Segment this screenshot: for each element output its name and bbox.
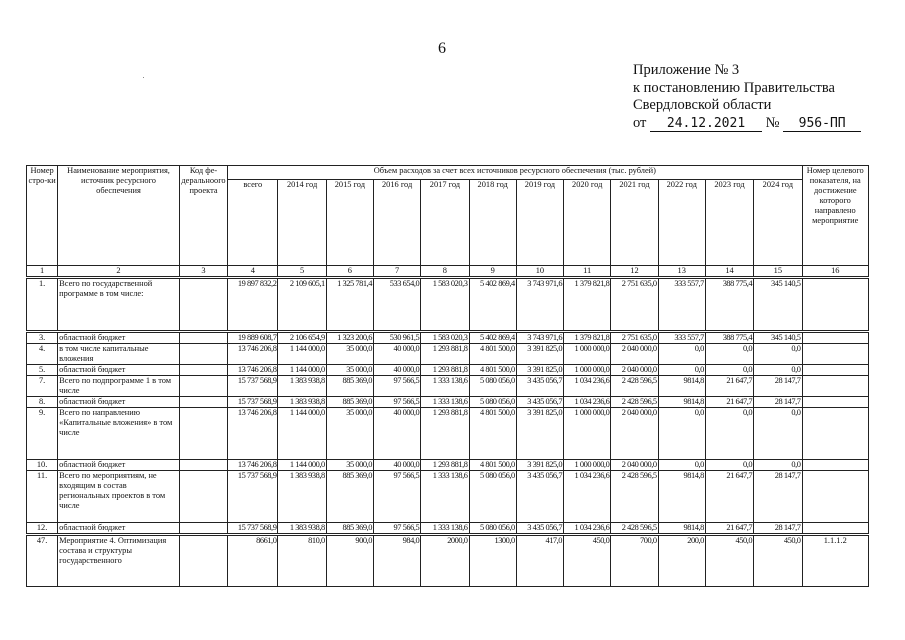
row-value: 97 566,5 xyxy=(373,376,420,397)
row-value: 15 737 568,9 xyxy=(228,471,278,523)
row-value: 333 557,7 xyxy=(658,332,705,344)
row-value: 13 746 206,8 xyxy=(228,344,278,365)
row-value: 450,0 xyxy=(754,535,802,587)
row-value: 2 040 000,0 xyxy=(611,344,658,365)
resolution-date: 24.12.2021 xyxy=(650,117,762,132)
row-value: 2 040 000,0 xyxy=(611,460,658,471)
row-value: 0,0 xyxy=(705,408,753,460)
row-value: 900,0 xyxy=(326,535,373,587)
row-value: 810,0 xyxy=(278,535,326,587)
header-name: Наименование мероприятия, источник ресурсного обеспечения xyxy=(58,166,180,266)
row-value: 1 583 020,3 xyxy=(421,278,469,332)
row-value: 0,0 xyxy=(754,408,802,460)
row-value: 28 147,7 xyxy=(754,376,802,397)
row-value: 2 428 596,5 xyxy=(611,471,658,523)
row-target-indicator xyxy=(802,460,869,471)
row-value: 1 379 821,8 xyxy=(564,278,611,332)
row-value: 40 000,0 xyxy=(373,460,420,471)
header-year: 2020 год xyxy=(564,180,611,266)
from-label: от xyxy=(633,114,647,131)
row-value: 5 402 869,4 xyxy=(469,278,516,332)
row-value: 4 801 500,0 xyxy=(469,408,516,460)
row-target-indicator xyxy=(802,523,869,535)
row-value: 21 647,7 xyxy=(705,376,753,397)
appendix-region-line: Свердловской области xyxy=(633,97,772,113)
row-value: 4 801 500,0 xyxy=(469,365,516,376)
row-target-indicator xyxy=(802,365,869,376)
row-value: 4 801 500,0 xyxy=(469,344,516,365)
row-target-indicator xyxy=(802,376,869,397)
row-federal-code xyxy=(179,397,227,408)
row-name: Всего по подпрограмме 1 в том числе xyxy=(58,376,180,397)
row-value: 0,0 xyxy=(658,408,705,460)
row-value: 1 000 000,0 xyxy=(564,408,611,460)
column-number: 7 xyxy=(373,266,420,278)
row-value: 5 080 056,0 xyxy=(469,523,516,535)
row-name: областной бюджет xyxy=(58,460,180,471)
column-number: 14 xyxy=(705,266,753,278)
row-target-indicator xyxy=(802,332,869,344)
header-year: 2017 год xyxy=(421,180,469,266)
row-value: 200,0 xyxy=(658,535,705,587)
row-value: 1 144 000,0 xyxy=(278,460,326,471)
table-row xyxy=(27,535,869,587)
row-value: 2 106 654,9 xyxy=(278,332,326,344)
row-value: 28 147,7 xyxy=(754,397,802,408)
row-value: 3 435 056,7 xyxy=(516,376,563,397)
row-value: 35 000,0 xyxy=(326,408,373,460)
column-number: 9 xyxy=(469,266,516,278)
row-name: в том числе капитальные вложения xyxy=(58,344,180,365)
row-value: 35 000,0 xyxy=(326,365,373,376)
column-number: 3 xyxy=(179,266,227,278)
row-value: 450,0 xyxy=(564,535,611,587)
row-value: 2000,0 xyxy=(421,535,469,587)
row-value: 2 428 596,5 xyxy=(611,376,658,397)
row-value: 1 333 138,6 xyxy=(421,523,469,535)
row-value: 2 040 000,0 xyxy=(611,408,658,460)
column-number: 1 xyxy=(27,266,58,278)
row-name: Всего по направлению «Капитальные вложения» в том числе xyxy=(58,408,180,460)
row-target-indicator: 1.1.1.2 xyxy=(802,535,869,587)
row-value: 1 000 000,0 xyxy=(564,344,611,365)
row-number: 9. xyxy=(27,408,58,460)
resolution-number: 956-ПП xyxy=(783,117,861,132)
row-value: 2 428 596,5 xyxy=(611,397,658,408)
row-value: 1 333 138,6 xyxy=(421,471,469,523)
row-value: 1 323 200,6 xyxy=(326,332,373,344)
row-value: 1 034 236,6 xyxy=(564,397,611,408)
row-value: 1 383 938,8 xyxy=(278,376,326,397)
row-value: 3 435 056,7 xyxy=(516,471,563,523)
row-value: 19 889 608,7 xyxy=(228,332,278,344)
column-number-row xyxy=(27,266,869,278)
row-value: 5 080 056,0 xyxy=(469,471,516,523)
row-value: 35 000,0 xyxy=(326,344,373,365)
row-value: 3 391 825,0 xyxy=(516,344,563,365)
row-number: 12. xyxy=(27,523,58,535)
row-value: 3 435 056,7 xyxy=(516,523,563,535)
row-value: 1 000 000,0 xyxy=(564,460,611,471)
row-target-indicator xyxy=(802,397,869,408)
row-value: 1 383 938,8 xyxy=(278,471,326,523)
row-value: 19 897 832,2 xyxy=(228,278,278,332)
row-value: 0,0 xyxy=(705,460,753,471)
row-value: 1 293 881,8 xyxy=(421,460,469,471)
table-row xyxy=(27,397,869,408)
row-number: 7. xyxy=(27,376,58,397)
row-federal-code xyxy=(179,365,227,376)
appendix-header xyxy=(633,62,861,132)
appendix-title: Приложение № 3 xyxy=(633,62,740,78)
row-value: 2 428 596,5 xyxy=(611,523,658,535)
row-value: 2 109 605,1 xyxy=(278,278,326,332)
row-value: 1 383 938,8 xyxy=(278,397,326,408)
table-row xyxy=(27,523,869,535)
column-number: 6 xyxy=(326,266,373,278)
row-value: 1 034 236,6 xyxy=(564,523,611,535)
row-name: областной бюджет xyxy=(58,365,180,376)
row-name: Всего по мероприятиям, не входящим в состав региональных проектов в том числе xyxy=(58,471,180,523)
header-year: 2021 год xyxy=(611,180,658,266)
row-value: 1 383 938,8 xyxy=(278,523,326,535)
row-value: 1 379 821,8 xyxy=(564,332,611,344)
column-number: 5 xyxy=(278,266,326,278)
row-value: 3 743 971,6 xyxy=(516,332,563,344)
header-year: 2014 год xyxy=(278,180,326,266)
row-value: 885 369,0 xyxy=(326,376,373,397)
row-number: 5. xyxy=(27,365,58,376)
row-name: областной бюджет xyxy=(58,332,180,344)
row-value: 13 746 206,8 xyxy=(228,365,278,376)
row-value: 1 293 881,8 xyxy=(421,365,469,376)
header-year: 2022 год xyxy=(658,180,705,266)
column-number: 12 xyxy=(611,266,658,278)
row-value: 3 391 825,0 xyxy=(516,408,563,460)
row-number: 4. xyxy=(27,344,58,365)
header-year: 2023 год xyxy=(705,180,753,266)
row-value: 97 566,5 xyxy=(373,397,420,408)
row-number: 8. xyxy=(27,397,58,408)
row-value: 1 293 881,8 xyxy=(421,344,469,365)
header-target-indicator: Номер целевого показателя, на достижение которого направлено мероприятие xyxy=(802,166,869,266)
row-value: 0,0 xyxy=(658,460,705,471)
column-number: 13 xyxy=(658,266,705,278)
row-value: 9814,8 xyxy=(658,471,705,523)
budget-table xyxy=(26,165,869,587)
row-value: 2 751 635,0 xyxy=(611,278,658,332)
row-number: 3. xyxy=(27,332,58,344)
row-name: областной бюджет xyxy=(58,523,180,535)
row-value: 1 000 000,0 xyxy=(564,365,611,376)
row-value: 9814,8 xyxy=(658,523,705,535)
table-row xyxy=(27,408,869,460)
header-year: 2016 год xyxy=(373,180,420,266)
row-value: 2 040 000,0 xyxy=(611,365,658,376)
row-federal-code xyxy=(179,344,227,365)
row-value: 530 961,5 xyxy=(373,332,420,344)
row-federal-code xyxy=(179,471,227,523)
row-value: 1 144 000,0 xyxy=(278,344,326,365)
row-target-indicator xyxy=(802,278,869,332)
row-value: 885 369,0 xyxy=(326,523,373,535)
column-number: 4 xyxy=(228,266,278,278)
row-value: 1300,0 xyxy=(469,535,516,587)
scan-speck xyxy=(143,77,144,78)
row-number: 47. xyxy=(27,535,58,587)
row-value: 1 325 781,4 xyxy=(326,278,373,332)
row-value: 1 293 881,8 xyxy=(421,408,469,460)
table-row xyxy=(27,278,869,332)
row-value: 450,0 xyxy=(705,535,753,587)
table-row xyxy=(27,344,869,365)
row-value: 333 557,7 xyxy=(658,278,705,332)
row-target-indicator xyxy=(802,344,869,365)
column-number: 10 xyxy=(516,266,563,278)
row-value: 21 647,7 xyxy=(705,397,753,408)
row-value: 8661,0 xyxy=(228,535,278,587)
row-name: областной бюджет xyxy=(58,397,180,408)
row-federal-code xyxy=(179,460,227,471)
row-value: 97 566,5 xyxy=(373,523,420,535)
table-row xyxy=(27,365,869,376)
row-value: 40 000,0 xyxy=(373,365,420,376)
table-row xyxy=(27,376,869,397)
row-value: 2 751 635,0 xyxy=(611,332,658,344)
column-number: 15 xyxy=(754,266,802,278)
row-value: 700,0 xyxy=(611,535,658,587)
row-value: 5 080 056,0 xyxy=(469,397,516,408)
row-value: 28 147,7 xyxy=(754,471,802,523)
row-value: 21 647,7 xyxy=(705,523,753,535)
row-value: 9814,8 xyxy=(658,376,705,397)
header-year: 2024 год xyxy=(754,180,802,266)
table-row xyxy=(27,471,869,523)
column-number: 11 xyxy=(564,266,611,278)
row-value: 1 034 236,6 xyxy=(564,471,611,523)
row-federal-code xyxy=(179,535,227,587)
table-row xyxy=(27,332,869,344)
header-volume: Объем расходов за счет всех источников ресурсного обеспечения (тыс. рублей) xyxy=(228,166,802,180)
row-value: 13 746 206,8 xyxy=(228,460,278,471)
header-row-number: Номер стро-ки xyxy=(27,166,58,266)
appendix-resolution-line: к постановлению Правительства xyxy=(633,79,835,96)
row-name: Мероприятие 4. Оптимизация состава и структуры государственного xyxy=(58,535,180,587)
row-value: 3 391 825,0 xyxy=(516,460,563,471)
row-target-indicator xyxy=(802,408,869,460)
table-row xyxy=(27,460,869,471)
row-federal-code xyxy=(179,278,227,332)
row-value: 28 147,7 xyxy=(754,523,802,535)
row-value: 1 333 138,6 xyxy=(421,397,469,408)
row-value: 885 369,0 xyxy=(326,397,373,408)
row-value: 1 034 236,6 xyxy=(564,376,611,397)
page-number: 6 xyxy=(438,40,446,57)
row-number: 11. xyxy=(27,471,58,523)
number-label: № xyxy=(765,114,780,131)
header-year: 2015 год xyxy=(326,180,373,266)
header-year: 2018 год xyxy=(469,180,516,266)
row-value: 0,0 xyxy=(705,365,753,376)
row-value: 40 000,0 xyxy=(373,408,420,460)
row-value: 0,0 xyxy=(658,365,705,376)
row-target-indicator xyxy=(802,471,869,523)
row-federal-code xyxy=(179,332,227,344)
row-value: 5 402 869,4 xyxy=(469,332,516,344)
row-value: 3 435 056,7 xyxy=(516,397,563,408)
row-name: Всего по государственной программе в том числе: xyxy=(58,278,180,332)
row-value: 40 000,0 xyxy=(373,344,420,365)
row-value: 345 140,5 xyxy=(754,278,802,332)
row-value: 388 775,4 xyxy=(705,278,753,332)
row-value: 984,0 xyxy=(373,535,420,587)
row-value: 885 369,0 xyxy=(326,471,373,523)
row-value: 3 743 971,6 xyxy=(516,278,563,332)
header-year: 2019 год xyxy=(516,180,563,266)
column-number: 8 xyxy=(421,266,469,278)
row-value: 9814,8 xyxy=(658,397,705,408)
row-value: 388 775,4 xyxy=(705,332,753,344)
row-value: 5 080 056,0 xyxy=(469,376,516,397)
row-value: 533 654,0 xyxy=(373,278,420,332)
row-value: 35 000,0 xyxy=(326,460,373,471)
row-value: 1 144 000,0 xyxy=(278,408,326,460)
header-total: всего xyxy=(228,180,278,266)
appendix-date-line xyxy=(633,115,861,133)
row-value: 0,0 xyxy=(754,365,802,376)
row-value: 0,0 xyxy=(754,460,802,471)
row-value: 0,0 xyxy=(705,344,753,365)
row-federal-code xyxy=(179,376,227,397)
row-value: 417,0 xyxy=(516,535,563,587)
row-value: 0,0 xyxy=(754,344,802,365)
row-value: 97 566,5 xyxy=(373,471,420,523)
row-value: 15 737 568,9 xyxy=(228,397,278,408)
row-value: 21 647,7 xyxy=(705,471,753,523)
column-number: 16 xyxy=(802,266,869,278)
row-number: 10. xyxy=(27,460,58,471)
row-value: 4 801 500,0 xyxy=(469,460,516,471)
header-federal-code: Код фе-деральноого проекта xyxy=(179,166,227,266)
row-value: 1 333 138,6 xyxy=(421,376,469,397)
row-value: 3 391 825,0 xyxy=(516,365,563,376)
row-value: 13 746 206,8 xyxy=(228,408,278,460)
row-value: 1 583 020,3 xyxy=(421,332,469,344)
column-number: 2 xyxy=(58,266,180,278)
row-federal-code xyxy=(179,523,227,535)
row-value: 0,0 xyxy=(658,344,705,365)
row-value: 1 144 000,0 xyxy=(278,365,326,376)
row-value: 345 140,5 xyxy=(754,332,802,344)
row-value: 15 737 568,9 xyxy=(228,376,278,397)
row-federal-code xyxy=(179,408,227,460)
row-value: 15 737 568,9 xyxy=(228,523,278,535)
row-number: 1. xyxy=(27,278,58,332)
